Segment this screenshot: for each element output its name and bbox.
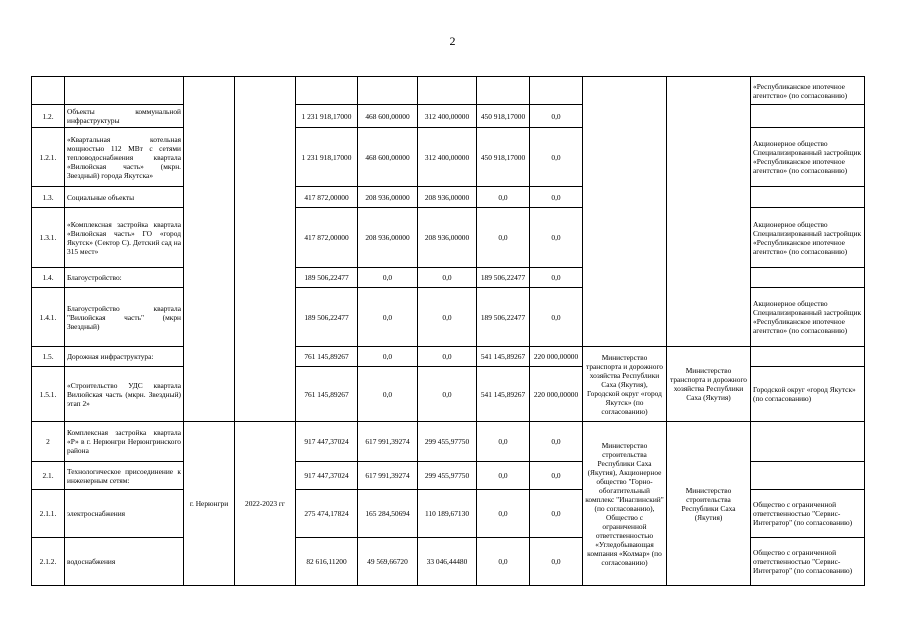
coordinator-nerungri: Министерство строительства Республики Саха (Якутия), Акционерное общество "Горно-обогатительный комплекс "Инаглинский" (по согласованию), Общество с ограниченной ответственностью «Угледобывающая компания «Колмар» (по согласованию) — [583, 422, 667, 586]
value-local: 0,0 — [477, 187, 530, 208]
value-extra: 0,0 — [530, 187, 583, 208]
row-number: 2 — [32, 422, 65, 462]
location-cell-empty — [184, 77, 235, 422]
value-total: 275 474,17824 — [296, 490, 358, 538]
executor-cell — [751, 268, 865, 288]
executor-cell: Общество с ограниченной ответственностью "Сервис-Интегратор" (по согласованию) — [751, 538, 865, 586]
value-local — [477, 77, 530, 105]
page-number: 2 — [449, 34, 456, 48]
executor-cell: Акционерное общество Специализированный застройщик «Республиканское ипотечное агентство» (по согласованию) — [751, 208, 865, 268]
row-number: 1.2. — [32, 105, 65, 128]
executor-cell: Акционерное общество Специализированный застройщик «Республиканское ипотечное агентство» (по согласованию) — [751, 288, 865, 347]
row-name: Социальные объекты — [65, 187, 184, 208]
value-local: 541 145,89267 — [477, 347, 530, 367]
row-number: 1.3.1. — [32, 208, 65, 268]
value-total: 917 447,37024 — [296, 462, 358, 490]
value-local: 0,0 — [477, 422, 530, 462]
value-local: 189 506,22477 — [477, 268, 530, 288]
value-extra — [530, 77, 583, 105]
executor-cell — [751, 422, 865, 462]
value-regional: 299 455,97750 — [418, 422, 477, 462]
row-name: Технологическое присоединение к инженерным сетям: — [65, 462, 184, 490]
value-federal: 468 600,00000 — [358, 128, 418, 187]
row-number: 1.3. — [32, 187, 65, 208]
table-row — [32, 347, 865, 367]
table-row — [32, 77, 865, 105]
value-extra: 0,0 — [530, 490, 583, 538]
value-total: 1 231 918,17000 — [296, 128, 358, 187]
row-name: «Квартальная котельная мощностью 112 МВт с сетями тепловодоснабжения квартала «Вилюйская часть» (мкрн. Звездный) города Якутска» — [65, 128, 184, 187]
executor-cell — [751, 105, 865, 128]
value-regional: 208 936,00000 — [418, 187, 477, 208]
row-name: электроснабжения — [65, 490, 184, 538]
responsible-roads: Министерство транспорта и дорожного хозяйства Республики Саха (Якутия) — [667, 347, 751, 422]
value-federal: 0,0 — [358, 288, 418, 347]
value-federal: 0,0 — [358, 347, 418, 367]
value-extra: 0,0 — [530, 538, 583, 586]
program-table — [31, 76, 865, 586]
value-extra: 220 000,00000 — [530, 347, 583, 367]
row-name: «Строительство УДС квартала Вилюйская часть (мкрн. Звездный) этап 2» — [65, 367, 184, 422]
row-number: 1.4.1. — [32, 288, 65, 347]
location-nerungri: г. Нерюнгри — [184, 422, 235, 586]
value-extra: 0,0 — [530, 422, 583, 462]
value-federal: 0,0 — [358, 268, 418, 288]
value-federal: 208 936,00000 — [358, 208, 418, 268]
value-federal: 468 600,00000 — [358, 105, 418, 128]
row-name: Благоустройство: — [65, 268, 184, 288]
value-total — [296, 77, 358, 105]
row-name: водоснабжения — [65, 538, 184, 586]
executor-cell — [751, 347, 865, 367]
table-row — [32, 422, 865, 462]
row-name: Благоустройство квартала "Вилюйская часть" (мкрн Звездный) — [65, 288, 184, 347]
value-federal: 617 991,39274 — [358, 462, 418, 490]
value-regional — [418, 77, 477, 105]
row-name: «Комплексная застройка квартала «Вилюйская часть» ГО «город Якутск» (Сектор С). Детский сад на 315 мест» — [65, 208, 184, 268]
row-name: Дорожная инфраструктура: — [65, 347, 184, 367]
row-name: Объекты коммунальной инфраструктуры — [65, 105, 184, 128]
value-regional: 299 455,97750 — [418, 462, 477, 490]
value-federal: 165 284,50694 — [358, 490, 418, 538]
value-extra: 0,0 — [530, 288, 583, 347]
executor-cell: Общество с ограниченной ответственностью "Сервис-Интегратор" (по согласованию) — [751, 490, 865, 538]
coordinator-cell-empty — [583, 77, 667, 347]
value-total: 761 145,89267 — [296, 367, 358, 422]
value-extra: 0,0 — [530, 208, 583, 268]
row-name — [65, 77, 184, 105]
row-number: 2.1.1. — [32, 490, 65, 538]
value-federal: 0,0 — [358, 367, 418, 422]
value-local: 0,0 — [477, 490, 530, 538]
row-number: 1.5. — [32, 347, 65, 367]
value-federal: 49 569,66720 — [358, 538, 418, 586]
value-total: 761 145,89267 — [296, 347, 358, 367]
responsible-cell-empty — [667, 77, 751, 347]
value-regional: 312 400,00000 — [418, 128, 477, 187]
value-extra: 0,0 — [530, 128, 583, 187]
value-local: 0,0 — [477, 538, 530, 586]
value-local: 541 145,89267 — [477, 367, 530, 422]
value-regional: 0,0 — [418, 268, 477, 288]
value-local: 450 918,17000 — [477, 105, 530, 128]
value-regional: 110 189,67130 — [418, 490, 477, 538]
value-extra: 0,0 — [530, 462, 583, 490]
value-total: 417 872,00000 — [296, 187, 358, 208]
row-number: 2.1. — [32, 462, 65, 490]
value-total: 82 616,11200 — [296, 538, 358, 586]
value-total: 917 447,37024 — [296, 422, 358, 462]
executor-cell — [751, 187, 865, 208]
responsible-nerungri: Министерство строительства Республики Саха (Якутия) — [667, 422, 751, 586]
row-number — [32, 77, 65, 105]
value-total: 1 231 918,17000 — [296, 105, 358, 128]
value-federal: 617 991,39274 — [358, 422, 418, 462]
coordinator-roads: Министерство транспорта и дорожного хозяйства Республики Саха (Якутия), Городской округ «город Якутск» (по согласованию) — [583, 347, 667, 422]
value-local: 189 506,22477 — [477, 288, 530, 347]
executor-cell: «Республиканское ипотечное агентство» (по согласованию) — [751, 77, 865, 105]
value-total: 417 872,00000 — [296, 208, 358, 268]
executor-cell — [751, 462, 865, 490]
executor-cell: Акционерное общество Специализированный застройщик «Республиканское ипотечное агентство» (по согласованию) — [751, 128, 865, 187]
period-nerungri: 2022-2023 гг — [235, 422, 296, 586]
value-local: 450 918,17000 — [477, 128, 530, 187]
value-regional: 0,0 — [418, 367, 477, 422]
value-regional: 0,0 — [418, 347, 477, 367]
value-regional: 0,0 — [418, 288, 477, 347]
value-federal: 208 936,00000 — [358, 187, 418, 208]
value-local: 0,0 — [477, 462, 530, 490]
value-regional: 33 046,44480 — [418, 538, 477, 586]
value-local: 0,0 — [477, 208, 530, 268]
value-federal — [358, 77, 418, 105]
row-number: 1.4. — [32, 268, 65, 288]
value-total: 189 506,22477 — [296, 288, 358, 347]
value-extra: 0,0 — [530, 268, 583, 288]
row-number: 2.1.2. — [32, 538, 65, 586]
row-number: 1.5.1. — [32, 367, 65, 422]
value-extra: 0,0 — [530, 105, 583, 128]
row-name: Комплексная застройка квартала «Р» в г. Нерюнгри Нерюнгринского района — [65, 422, 184, 462]
value-regional: 208 936,00000 — [418, 208, 477, 268]
row-number: 1.2.1. — [32, 128, 65, 187]
value-regional: 312 400,00000 — [418, 105, 477, 128]
executor-cell: Городской округ «город Якутск» (по согласованию) — [751, 367, 865, 422]
period-cell-empty — [235, 77, 296, 422]
value-total: 189 506,22477 — [296, 268, 358, 288]
value-extra: 220 000,00000 — [530, 367, 583, 422]
